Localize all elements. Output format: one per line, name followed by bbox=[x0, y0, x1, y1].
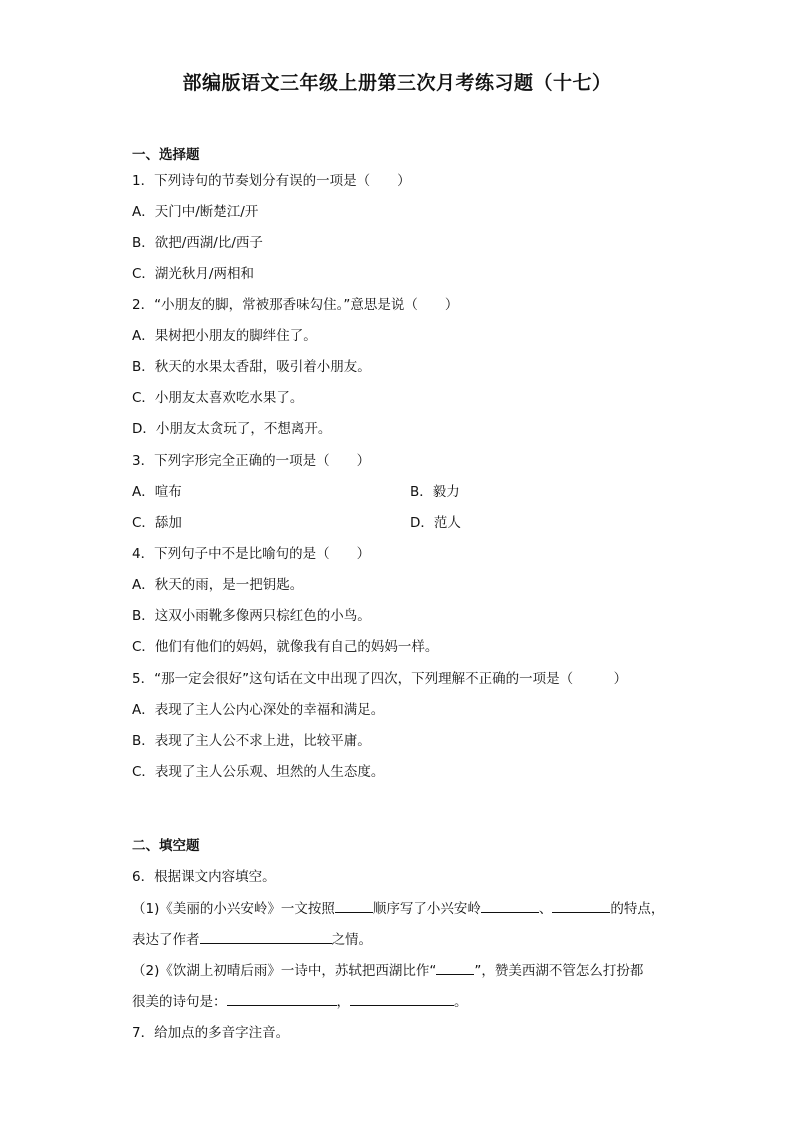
question-5-stem: 5．“那一定会很好”这句话在文中出现了四次，下列理解不正确的一项是（ ） bbox=[132, 671, 628, 687]
question-4-option-a: A．秋天的雨，是一把钥匙。 bbox=[132, 577, 304, 593]
question-6-part-1-text-b: 顺序写了小兴安岭 bbox=[372, 901, 481, 917]
question-6-part-2-line-2 bbox=[132, 991, 468, 1012]
question-6-part-1-text-f: 之情。 bbox=[331, 932, 372, 948]
question-3-option-c: C．舔加 bbox=[132, 515, 182, 531]
question-4-stem: 4．下列句子中不是比喻句的是（ ） bbox=[132, 546, 371, 562]
question-1-stem: 1．下列诗句的节奏划分有误的一项是（ ） bbox=[132, 173, 411, 189]
question-6-stem: 6．根据课文内容填空。 bbox=[132, 869, 276, 885]
question-4-option-c: C．他们有他们的妈妈，就像我有自己的妈妈一样。 bbox=[132, 639, 439, 655]
question-2-stem: 2．“小朋友的脚，常被那香味勾住。”意思是说（ ） bbox=[132, 297, 459, 313]
answer-blank-compare[interactable] bbox=[436, 960, 474, 975]
question-5-option-c: C．表现了主人公乐观、坦然的人生态度。 bbox=[132, 764, 385, 780]
question-6-part-1-text-a: （1)《美丽的小兴安岭》一文按照 bbox=[132, 901, 335, 917]
question-6-part-1-text-e: 表达了作者 bbox=[132, 932, 200, 948]
page-title: 部编版语文三年级上册第三次月考练习题（十七） bbox=[182, 72, 612, 94]
section-heading-choice: 一、选择题 bbox=[132, 147, 200, 163]
question-6-part-1-line-2 bbox=[132, 929, 372, 950]
question-2-option-c: C．小朋友太喜欢吃水果了。 bbox=[132, 390, 304, 406]
question-6-part-2-text-e: 。 bbox=[454, 994, 468, 1010]
question-6-part-1-text-c: 、 bbox=[538, 901, 553, 917]
question-3-option-d: D．范人 bbox=[410, 515, 461, 531]
answer-blank-emotion[interactable] bbox=[200, 929, 332, 944]
question-5-option-a: A．表现了主人公内心深处的幸福和满足。 bbox=[132, 702, 385, 718]
question-6-part-2-text-b: ”，赞美西湖不管怎么打扮都 bbox=[474, 963, 644, 979]
question-3-stem: 3．下列字形完全正确的一项是（ ） bbox=[132, 453, 371, 469]
section-heading-fill: 二、填空题 bbox=[132, 838, 200, 854]
question-2-option-b: B．秋天的水果太香甜，吸引着小朋友。 bbox=[132, 359, 371, 375]
question-7-stem: 7．给加点的多音字注音。 bbox=[132, 1025, 290, 1041]
question-6-part-1-line-1 bbox=[132, 898, 664, 919]
question-3-option-b: B．毅力 bbox=[410, 484, 460, 500]
question-6-part-2-text-d: ， bbox=[336, 994, 350, 1010]
answer-blank-feature-1[interactable] bbox=[481, 898, 539, 913]
question-3-option-a: A．喧布 bbox=[132, 484, 182, 500]
answer-blank-verse-2[interactable] bbox=[350, 991, 454, 1006]
answer-blank-verse-1[interactable] bbox=[227, 991, 337, 1006]
answer-blank-feature-2[interactable] bbox=[552, 898, 610, 913]
question-6-part-2-line-1 bbox=[132, 960, 643, 981]
question-5-option-b: B．表现了主人公不求上进，比较平庸。 bbox=[132, 733, 371, 749]
question-6-part-2-text-c: 很美的诗句是： bbox=[132, 994, 227, 1010]
question-1-option-a: A．天门中/断楚江/开 bbox=[132, 204, 259, 220]
question-6-part-1-text-d: 的特点， bbox=[610, 901, 665, 917]
question-1-option-c: C．湖光秋月/两相和 bbox=[132, 266, 254, 282]
question-4-option-b: B．这双小雨靴多像两只棕红色的小鸟。 bbox=[132, 608, 371, 624]
question-2-option-a: A．果树把小朋友的脚绊住了。 bbox=[132, 328, 317, 344]
question-6-part-2-text-a: （2)《饮湖上初晴后雨》一诗中，苏轼把西湖比作“ bbox=[132, 963, 437, 979]
answer-blank-order[interactable] bbox=[335, 898, 373, 913]
question-1-option-b: B．欲把/西湖/比/西子 bbox=[132, 235, 263, 251]
question-2-option-d: D．小朋友太贪玩了，不想离开。 bbox=[132, 421, 332, 437]
